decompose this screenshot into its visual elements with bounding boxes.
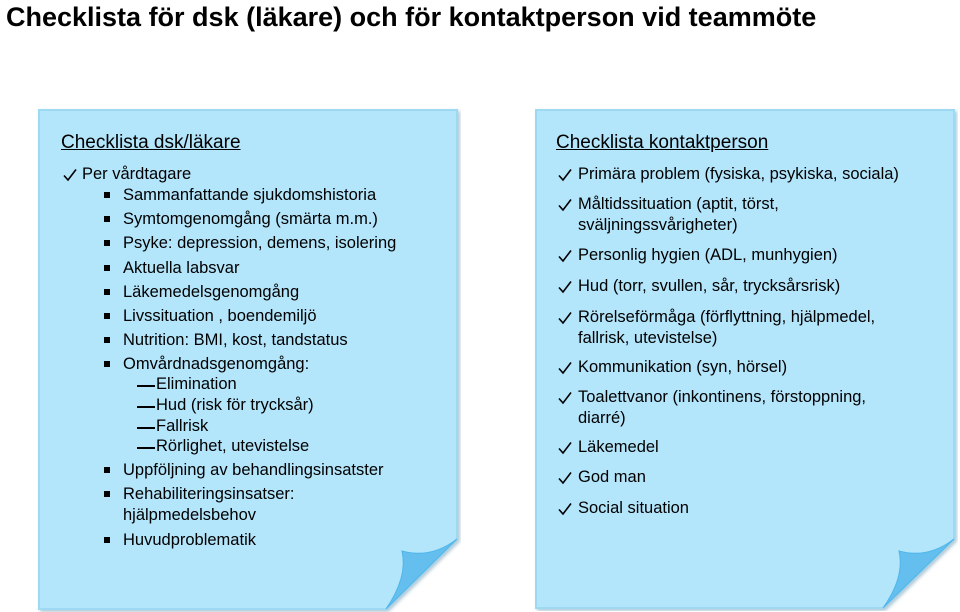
dash-bullet-icon — [137, 447, 155, 449]
left-bullet-item: Aktuella labsvar — [123, 259, 240, 277]
right-check-item: God man — [578, 468, 646, 486]
page-title: Checklista för dsk (läkare) och för kontaktperson vid teammöte — [6, 2, 817, 32]
right-card-heading: Checklista kontaktperson — [556, 132, 769, 153]
square-bullet-icon — [104, 265, 110, 271]
check-mark-icon — [557, 310, 573, 326]
left-sub-item: Hud (risk för trycksår) — [156, 396, 314, 414]
square-bullet-icon — [104, 467, 110, 473]
check-mark-icon — [557, 390, 573, 406]
left-bullet-item: Omvårdnadsgenomgång: — [123, 355, 310, 373]
check-mark-icon — [557, 470, 573, 486]
left-bullet-item-continuation: hjälpmedelsbehov — [123, 506, 257, 524]
right-check-item: Hud (torr, svullen, sår, trycksårsrisk) — [578, 277, 841, 295]
left-sub-item: Elimination — [156, 375, 237, 393]
check-mark-icon — [557, 360, 573, 376]
right-check-item: Läkemedel — [578, 438, 659, 456]
square-bullet-icon — [104, 289, 110, 295]
left-top-item: Per vårdtagare — [82, 165, 192, 183]
left-bullet-item: Psyke: depression, demens, isolering — [123, 234, 397, 252]
right-check-item: Personlig hygien (ADL, munhygien) — [578, 246, 838, 264]
left-bullet-item: Uppföljning av behandlingsinsatster — [123, 461, 384, 479]
left-bullet-item: Rehabiliteringsinsatser: — [123, 485, 295, 503]
dash-bullet-icon — [137, 406, 155, 408]
square-bullet-icon — [104, 491, 110, 497]
square-bullet-icon — [104, 240, 110, 246]
square-bullet-icon — [104, 361, 110, 367]
square-bullet-icon — [104, 313, 110, 319]
right-check-item-continuation: sväljningssvårigheter) — [578, 216, 738, 234]
right-check-item: Kommunikation (syn, hörsel) — [578, 358, 788, 376]
left-bullet-item: Huvudproblematik — [123, 531, 256, 549]
left-sub-item: Fallrisk — [156, 417, 209, 435]
square-bullet-icon — [104, 192, 110, 198]
check-mark-icon — [557, 279, 573, 295]
left-card-heading: Checklista dsk/läkare — [61, 132, 241, 153]
square-bullet-icon — [104, 537, 110, 543]
right-check-item-continuation: diarré) — [578, 409, 626, 427]
check-mark-icon — [557, 248, 573, 264]
right-check-item-continuation: fallrisk, utevistelse) — [578, 329, 718, 347]
dash-bullet-icon — [137, 385, 155, 387]
check-mark-icon — [557, 440, 573, 456]
left-sub-item: Rörlighet, utevistelse — [156, 437, 310, 455]
left-bullet-item: Sammanfattande sjukdomshistoria — [123, 186, 377, 204]
right-check-item: Rörelseförmåga (förflyttning, hjälpmedel, — [578, 308, 876, 326]
right-check-item: Primära problem (fysiska, psykiska, sociala) — [578, 165, 899, 183]
check-mark-icon — [557, 167, 573, 183]
square-bullet-icon — [104, 216, 110, 222]
right-check-item: Måltidssituation (aptit, törst, — [578, 195, 779, 213]
right-check-item: Social situation — [578, 499, 689, 517]
left-bullet-item: Läkemedelsgenomgång — [123, 283, 300, 301]
square-bullet-icon — [104, 337, 110, 343]
left-bullet-item: Livssituation , boendemiljö — [123, 307, 317, 325]
check-mark-icon — [557, 501, 573, 517]
dash-bullet-icon — [137, 427, 155, 429]
check-mark-icon — [62, 167, 78, 183]
left-bullet-item: Nutrition: BMI, kost, tandstatus — [123, 331, 348, 349]
check-mark-icon — [557, 197, 573, 213]
left-bullet-item: Symtomgenomgång (smärta m.m.) — [123, 210, 378, 228]
right-check-item: Toalettvanor (inkontinens, förstoppning, — [578, 388, 867, 406]
